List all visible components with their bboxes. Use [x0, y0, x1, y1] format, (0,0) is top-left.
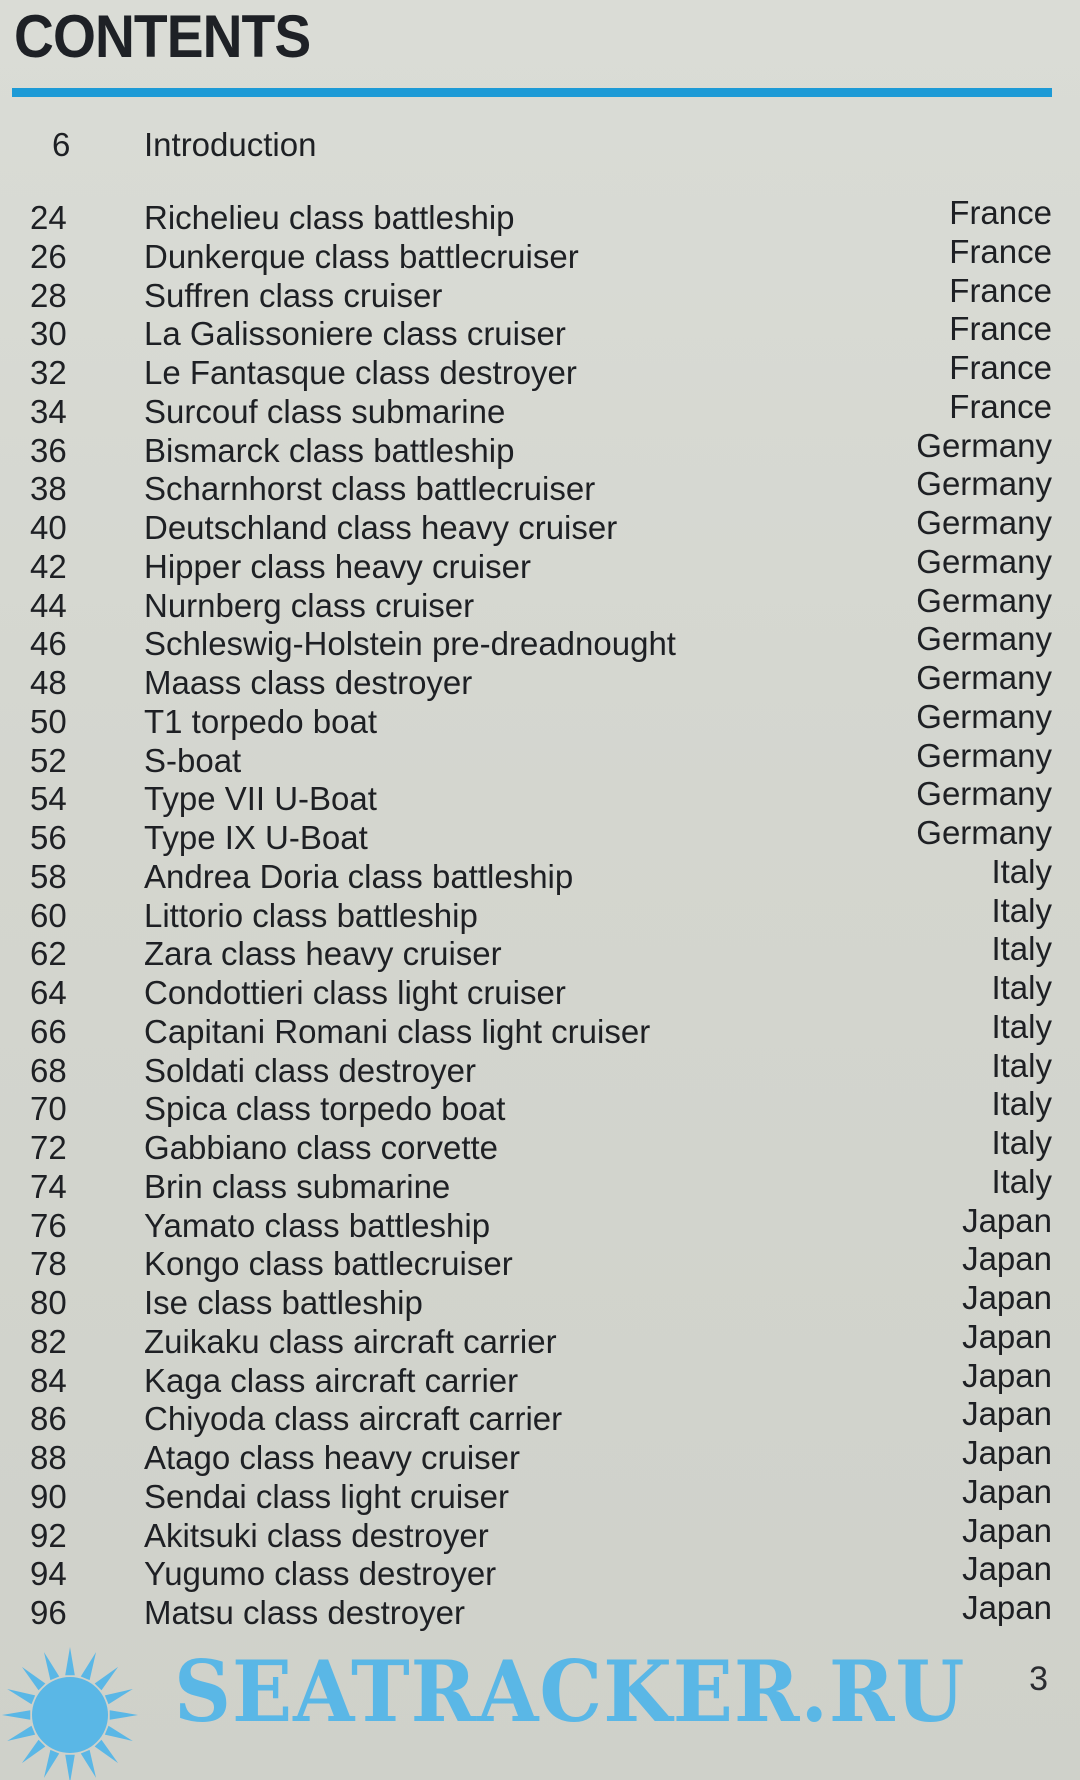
toc-entry-country: Italy [991, 1085, 1052, 1123]
toc-entry-country: Germany [916, 659, 1052, 696]
toc-entry-country: Germany [916, 581, 1052, 619]
toc-entry-title: S-boat [144, 741, 242, 779]
toc-entry[interactable] [0, 1550, 1080, 1593]
toc-entry[interactable] [0, 581, 1080, 624]
toc-entry-country: Italy [991, 1124, 1052, 1161]
toc-page-number: 36 [30, 431, 67, 469]
toc-page-number: 38 [30, 470, 67, 508]
sun-ray [65, 1755, 75, 1780]
toc-entry[interactable] [0, 969, 1080, 1011]
toc-entry-country: Japan [962, 1201, 1052, 1239]
toc-entry-title: Ise class battleship [144, 1284, 423, 1321]
toc-entry-title: Yugumo class destroyer [144, 1555, 497, 1593]
toc-entry-country: Italy [991, 969, 1052, 1006]
toc-entry-country: Italy [991, 1007, 1052, 1045]
toc-page-number: 44 [30, 586, 67, 624]
toc-page-number: 28 [30, 276, 67, 314]
toc-entry-country: Japan [962, 1240, 1052, 1278]
toc-entry-title: Type IX U-Boat [144, 819, 368, 856]
toc-page-number: 88 [30, 1439, 67, 1476]
toc-page-number: 64 [30, 974, 67, 1011]
toc-entry-country: France [949, 310, 1052, 348]
toc-page-number: 46 [30, 625, 67, 663]
toc-entry-title: Spica class torpedo boat [144, 1090, 506, 1128]
sun-ray [105, 1689, 133, 1704]
toc-entry-country: Japan [962, 1472, 1052, 1510]
toc-entry[interactable] [0, 1240, 1080, 1283]
toc-entry-title: Hipper class heavy cruiser [144, 547, 531, 585]
toc-page-number: 30 [30, 315, 67, 353]
toc-entry-title: Le Fantasque class destroyer [144, 354, 577, 391]
toc-page-number: 80 [30, 1284, 67, 1321]
toc-page-number: 54 [30, 780, 67, 818]
toc-page-number: 56 [30, 819, 67, 856]
toc-entry[interactable] [0, 349, 1080, 391]
toc-entry[interactable] [0, 1317, 1080, 1360]
toc-entry-country: Japan [962, 1395, 1052, 1433]
toc-page-number: 82 [30, 1322, 67, 1360]
toc-entry[interactable] [0, 232, 1080, 275]
toc-entry-country: Japan [962, 1550, 1052, 1588]
toc-entry-title: Dunkerque class battlecruiser [144, 237, 579, 275]
toc-entry-country: Italy [991, 891, 1052, 929]
title-rule [12, 88, 1052, 97]
watermark-text: SEATRACKER.RU [174, 1642, 966, 1741]
toc-page-number: 42 [30, 547, 67, 585]
toc-entry-title: Maass class destroyer [144, 664, 473, 701]
toc-entry-title: Sendai class light cruiser [144, 1477, 509, 1515]
toc-entry-title: Soldati class destroyer [144, 1051, 476, 1089]
toc-entry-title: Brin class submarine [144, 1167, 451, 1205]
toc-entry-title: Yamato class battleship [144, 1206, 491, 1244]
toc-page-number: 66 [30, 1012, 67, 1050]
toc-entry-title: Capitani Romani class light cruiser [144, 1012, 651, 1050]
sun-ray [95, 1667, 118, 1690]
toc-entry-country: Germany [916, 736, 1052, 774]
toc-entry[interactable] [0, 891, 1080, 934]
toc-entry-title: Akitsuki class destroyer [144, 1516, 489, 1554]
toc-page-number: 58 [30, 857, 67, 895]
toc-entry[interactable] [0, 1007, 1080, 1050]
toc-entry[interactable] [0, 542, 1080, 585]
toc-entry-title: Nurnberg class cruiser [144, 586, 475, 624]
sun-ray [44, 1652, 59, 1680]
toc-entry-country: France [949, 387, 1052, 425]
sun-ray [95, 1740, 118, 1763]
toc-entry[interactable] [0, 504, 1080, 546]
toc-entry[interactable] [0, 1472, 1080, 1515]
toc-entry-title: Andrea Doria class battleship [144, 857, 574, 895]
toc-entry-country: Japan [962, 1279, 1052, 1316]
sun-ray [105, 1726, 133, 1741]
toc-entry-country: Germany [916, 542, 1052, 580]
toc-entry[interactable] [0, 1511, 1080, 1554]
toc-entry-title: Matsu class destroyer [144, 1594, 465, 1631]
sun-ray [22, 1740, 45, 1763]
toc-entry-country: France [949, 271, 1052, 309]
toc-entry-title: Scharnhorst class battlecruiser [144, 470, 596, 508]
sun-ray [110, 1710, 138, 1720]
sun-ray [22, 1667, 45, 1690]
toc-entry-title: Kongo class battlecruiser [144, 1245, 513, 1283]
toc-entry[interactable] [0, 387, 1080, 430]
sun-icon [0, 1630, 170, 1780]
toc-entry[interactable] [0, 1279, 1080, 1321]
toc-entry[interactable] [0, 1046, 1080, 1089]
toc-entry-country: Italy [991, 852, 1052, 890]
toc-page-number: 90 [30, 1477, 67, 1515]
toc-entry-title: T1 torpedo boat [144, 702, 377, 740]
toc-entry-country: Japan [962, 1317, 1052, 1355]
sun-ray [44, 1750, 59, 1778]
sun-ray [2, 1710, 30, 1720]
toc-entry-country: Italy [991, 1046, 1052, 1084]
toc-entry[interactable] [0, 736, 1080, 779]
toc-entry[interactable] [0, 1434, 1080, 1476]
toc-page-number: 26 [30, 237, 67, 275]
toc-entry[interactable] [0, 814, 1080, 856]
toc-entry[interactable] [0, 659, 1080, 701]
toc-entry[interactable] [0, 697, 1080, 740]
intro-page-number: 6 [52, 126, 71, 163]
toc-entry-country: Japan [962, 1434, 1052, 1471]
toc-entry-title: Atago class heavy cruiser [144, 1439, 521, 1476]
toc-entry-title: Deutschland class heavy cruiser [144, 509, 618, 546]
toc-entry[interactable] [0, 620, 1080, 663]
toc-page-number: 48 [30, 664, 67, 701]
toc-entry-title: Zara class heavy cruiser [144, 935, 502, 973]
toc-entry-country: Japan [962, 1589, 1052, 1626]
toc-entry-country: France [949, 232, 1052, 270]
toc-entry-country: Germany [916, 504, 1052, 541]
toc-entry-title: Schleswig-Holstein pre-dreadnought [144, 625, 676, 663]
toc-entry[interactable] [0, 310, 1080, 353]
toc-entry-title: La Galissoniere class cruiser [144, 315, 566, 353]
toc-page-number: 86 [30, 1400, 67, 1438]
toc-entry-title: Kaga class aircraft carrier [144, 1361, 519, 1399]
toc-entry-country: Germany [916, 697, 1052, 735]
toc-entry[interactable] [0, 194, 1080, 236]
toc-list [0, 194, 1080, 1631]
footer [0, 1620, 1080, 1780]
toc-entry[interactable] [0, 465, 1080, 508]
toc-page-number: 74 [30, 1167, 67, 1205]
toc-entry[interactable] [0, 1085, 1080, 1128]
toc-entry-country: Italy [991, 930, 1052, 968]
toc-entry[interactable] [0, 775, 1080, 818]
toc-entry-country: France [949, 194, 1052, 231]
sun-ray [7, 1726, 35, 1741]
toc-page-number: 96 [30, 1594, 67, 1631]
toc-entry[interactable] [0, 271, 1080, 314]
toc-page-number: 50 [30, 702, 67, 740]
toc-entry-country: Germany [916, 620, 1052, 658]
toc-entry-country: France [949, 349, 1052, 386]
page-number: 3 [1029, 1660, 1048, 1698]
toc-page-number: 24 [30, 199, 67, 236]
sun-ray [65, 1647, 75, 1675]
toc-page-number: 84 [30, 1361, 67, 1399]
toc-page-number: 78 [30, 1245, 67, 1283]
toc-entry[interactable] [0, 852, 1080, 895]
toc-page-number: 76 [30, 1206, 67, 1244]
toc-page-number: 62 [30, 935, 67, 973]
toc-entry-country: Japan [962, 1511, 1052, 1549]
sun-ray [81, 1750, 96, 1778]
toc-entry[interactable] [0, 1201, 1080, 1244]
toc-page-number: 60 [30, 896, 67, 934]
toc-entry-title: Surcouf class submarine [144, 392, 506, 430]
toc-entry-title: Richelieu class battleship [144, 199, 515, 236]
toc-entry-country: Germany [916, 775, 1052, 813]
toc-entry-country: Italy [991, 1162, 1052, 1200]
toc-entry-title: Chiyoda class aircraft carrier [144, 1400, 563, 1438]
toc-entry-title: Gabbiano class corvette [144, 1129, 499, 1166]
toc-entry[interactable] [0, 1395, 1080, 1438]
toc-entry-title: Littorio class battleship [144, 896, 478, 934]
toc-entry-title: Condottieri class light cruiser [144, 974, 566, 1011]
toc-entry[interactable] [0, 1162, 1080, 1205]
toc-entry-title: Suffren class cruiser [144, 276, 443, 314]
toc-page-number: 68 [30, 1051, 67, 1089]
toc-entry-country: Japan [962, 1356, 1052, 1394]
toc-entry-title: Bismarck class battleship [144, 431, 515, 469]
page-title: CONTENTS [14, 3, 311, 70]
intro-title: Introduction [144, 126, 317, 163]
toc-entry-title: Type VII U-Boat [144, 780, 377, 818]
toc-page-number: 40 [30, 509, 67, 546]
toc-page-number: 94 [30, 1555, 67, 1593]
toc-entry-country: Germany [916, 465, 1052, 503]
sun-ray [7, 1689, 35, 1704]
toc-page-number: 72 [30, 1129, 67, 1166]
sun-ray [81, 1652, 96, 1680]
toc-entry-title: Zuikaku class aircraft carrier [144, 1322, 557, 1360]
toc-entry[interactable] [0, 1124, 1080, 1166]
toc-page-number: 32 [30, 354, 67, 391]
toc-page-number: 52 [30, 741, 67, 779]
toc-page-number: 92 [30, 1516, 67, 1554]
toc-entry[interactable] [0, 426, 1080, 469]
toc-entry-country: Germany [916, 814, 1052, 851]
toc-intro-row[interactable] [0, 118, 1080, 174]
toc-entry[interactable] [0, 1356, 1080, 1399]
toc-entry[interactable] [0, 930, 1080, 973]
toc-entry-country: Germany [916, 426, 1052, 464]
toc-page-number: 70 [30, 1090, 67, 1128]
toc-page-number: 34 [30, 392, 67, 430]
